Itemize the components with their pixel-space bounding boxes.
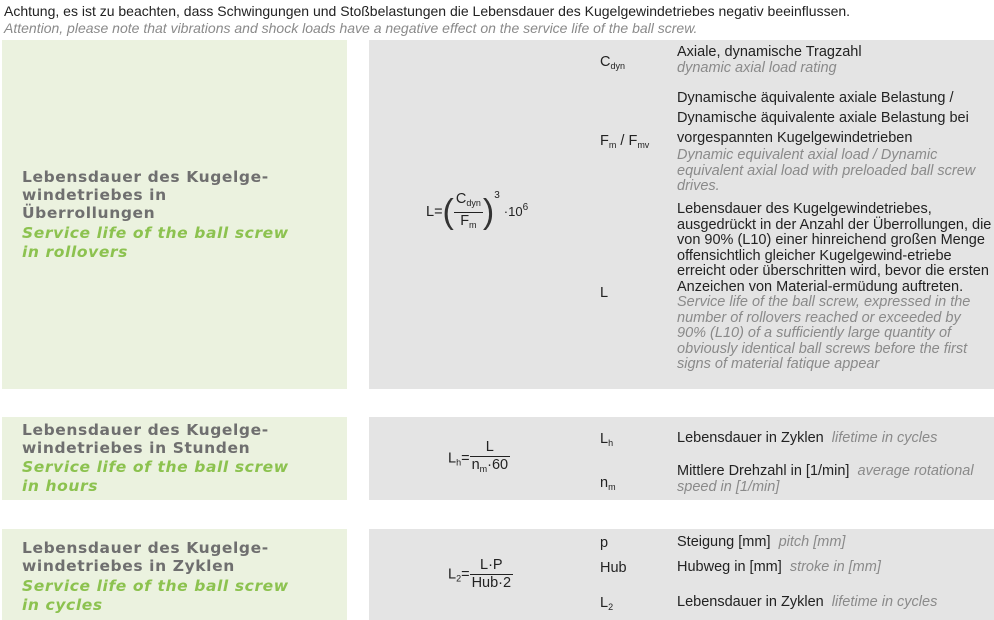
- definition-item: Steigung [mm] pitch [mm]: [677, 534, 846, 550]
- formula-cycles: $L_2=$ $\frac{L\cdot P}{\text{Hub·2}}$: [448, 557, 512, 591]
- title-german: Lebensdauer des Kugelge- windetriebes in Stunden: [22, 421, 269, 457]
- title-english: Service life of the ball screw in rollovers: [22, 224, 289, 261]
- section-label: [2, 529, 347, 620]
- section-label: [2, 40, 347, 389]
- symbol: L: [600, 285, 609, 301]
- formula-hours: $L_h=$ $\frac{L}{n_m\cdot 60}$: [448, 439, 509, 474]
- definition-item: Lebensdauer des Kugelgewindetriebes, ausgedrückt in der Anzahl der Überrollungen, die von 90% (L10) einer hinreichend großen Menge offensichtlich gleicher Kugelgewind-etriebe erreicht oder überschritten wird, bevor die ersten Anzeichen von Material-ermüdung auftreten. Service life of the ball screw, expressed in the number of rollovers reached or exceeded by 90% (L10) of a sufficiently large quantity of obviously identical ball screws before the first signs of material fatique appear: [677, 201, 992, 372]
- section-hours: [0, 417, 994, 500]
- definition-item: Lebensdauer in Zyklen lifetime in cycles: [677, 430, 938, 446]
- formula-rollovers: L=( $\frac{C_{dyn}}{F_m}$ )$^3 \cdot 10^6$: [426, 190, 529, 232]
- title-english: Service life of the ball screw in cycles: [22, 577, 289, 614]
- symbol: Hub: [600, 560, 627, 576]
- section-rollovers: [0, 40, 994, 389]
- symbol: $L_2$: [600, 595, 614, 612]
- definition-item: Lebensdauer in Zyklen lifetime in cycles: [677, 594, 938, 610]
- symbol: $C_{dyn}$: [600, 54, 625, 71]
- definition-item: Hubweg in [mm] stroke in [mm]: [677, 559, 881, 575]
- title-english: Service life of the ball screw in hours: [22, 458, 289, 495]
- symbol: $n_m$: [600, 475, 616, 492]
- section-label: [2, 417, 347, 500]
- symbol: $F_m / F_{mv}$: [600, 133, 650, 150]
- section-cycles: [0, 529, 994, 620]
- formula-cell: [369, 40, 594, 389]
- title-german: Lebensdauer des Kugelge- windetriebes in Überrollungen: [22, 168, 269, 222]
- formula-cell: [369, 417, 594, 500]
- symbol: p: [600, 535, 609, 551]
- definition-item: Axiale, dynamische Tragzahl dynamic axial load rating: [677, 44, 862, 76]
- definition-item: Mittlere Drehzahl in [1/min] average rotational speed in [1/min]: [677, 463, 974, 495]
- definition-item: Dynamische äquivalente axiale Belastung / Dynamische äquivalente axiale Belastung bei vorgespannten Kugelgewindetrieben Dynamic equivalent axial load / Dynamic equivalent axial load with preloaded ball screw drives.: [677, 90, 976, 194]
- definitions: [594, 40, 994, 389]
- title-german: Lebensdauer des Kugelge- windetriebes in Zyklen: [22, 539, 269, 575]
- definitions: [594, 529, 994, 620]
- definitions: [594, 417, 994, 500]
- intro-english: Attention, please note that vibrations and shock loads have a negative effect on the service life of the ball screw.: [4, 20, 698, 36]
- intro-german: Achtung, es ist zu beachten, dass Schwingungen und Stoßbelastungen die Lebensdauer des Kugelgewindetriebes negativ beeinflussen.: [4, 3, 851, 19]
- symbol: $L_h$: [600, 431, 614, 448]
- formula-cell: [369, 529, 594, 620]
